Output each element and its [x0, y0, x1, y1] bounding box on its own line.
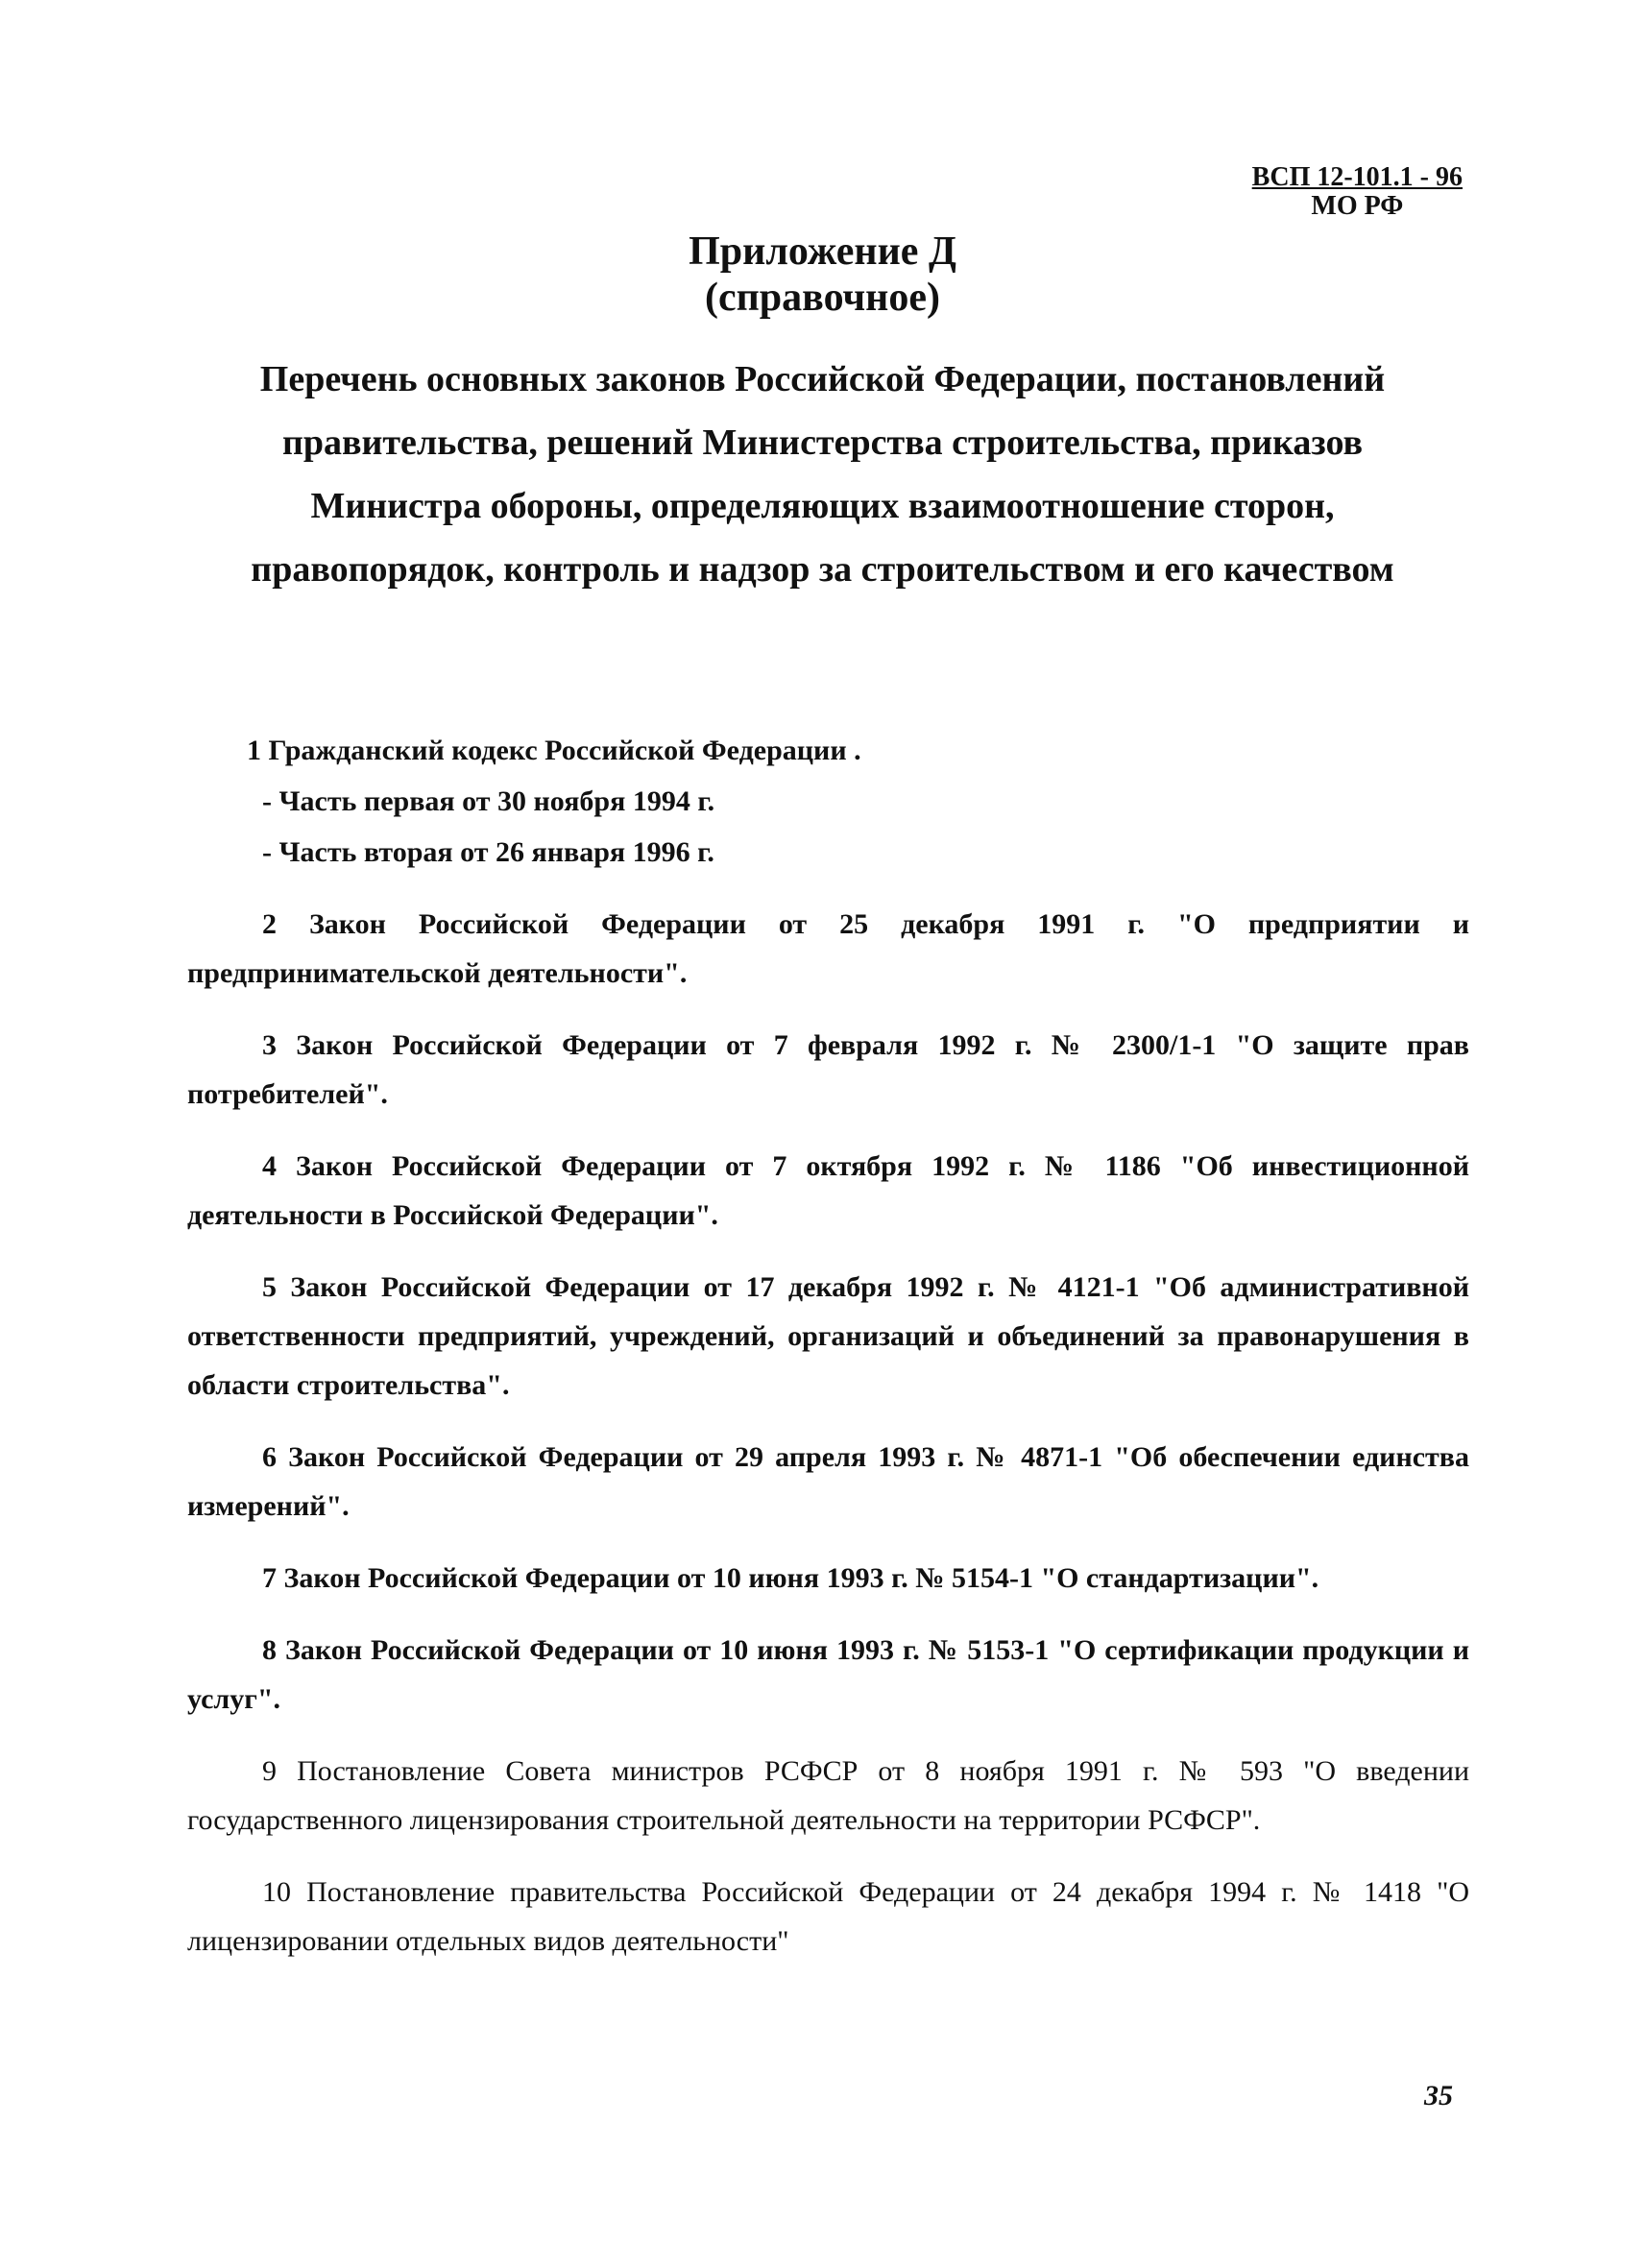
- list-item: 7 Закон Российской Федерации от 10 июня 1993 г. № 5154-1 "О стандартизации".: [262, 1562, 1319, 1594]
- list-item: 5 Закон Российской Федерации от 17 декабря 1992 г. № 4121-1 "Об административной ответственности предприятий, учреждений, организаций и объединений за правонарушения в области строительства".: [187, 1271, 1469, 1401]
- law-list: [187, 726, 1469, 1966]
- list-item: 2 Закон Российской Федерации от 25 декабря 1991 г. "О предприятии и предпринимательской деятельности".: [187, 908, 1469, 989]
- list-item: 9 Постановление Совета министров РСФСР от 8 ноября 1991 г. № 593 "О введении государственного лицензирования строительной деятельности на территории РСФСР".: [187, 1755, 1469, 1836]
- list-item: 6 Закон Российской Федерации от 29 апреля 1993 г. № 4871-1 "Об обеспечении единства измерений".: [187, 1441, 1469, 1522]
- section-heading: Перечень основных законов Российской Федерации, постановлений правительства, решений Министерства строительства, приказов Министра обороны, определяющих взаимоотношение сторон, правопорядок, контроль и надзор за строительством и его качеством: [251, 359, 1394, 590]
- list-item: 1 Гражданский кодекс Российской Федерации .: [247, 735, 861, 766]
- document-code-block: [1252, 163, 1463, 221]
- appendix-subtitle: (справочное): [704, 276, 940, 320]
- appendix-title: Приложение Д: [689, 229, 956, 274]
- list-item: 8 Закон Российской Федерации от 10 июня 1993 г. № 5153-1 "О сертификации продукции и услуг".: [187, 1634, 1469, 1715]
- document-code: ВСП 12-101.1 - 96: [1251, 162, 1463, 192]
- page-number: 35: [1424, 2080, 1453, 2111]
- organization-code: МО РФ: [1311, 191, 1404, 221]
- list-item: - Часть вторая от 26 января 1996 г.: [262, 836, 714, 868]
- appendix-title-block: [0, 229, 1645, 321]
- list-item: 3 Закон Российской Федерации от 7 февраля 1992 г. № 2300/1-1 "О защите прав потребителей".: [187, 1029, 1469, 1110]
- list-item: 10 Постановление правительства Российской Федерации от 24 декабря 1994 г. № 1418 "О лицензировании отдельных видов деятельности": [187, 1876, 1469, 1957]
- list-item: 4 Закон Российской Федерации от 7 октября 1992 г. № 1186 "Об инвестиционной деятельности в Российской Федерации".: [187, 1150, 1469, 1231]
- list-item: - Часть первая от 30 ноября 1994 г.: [262, 785, 715, 817]
